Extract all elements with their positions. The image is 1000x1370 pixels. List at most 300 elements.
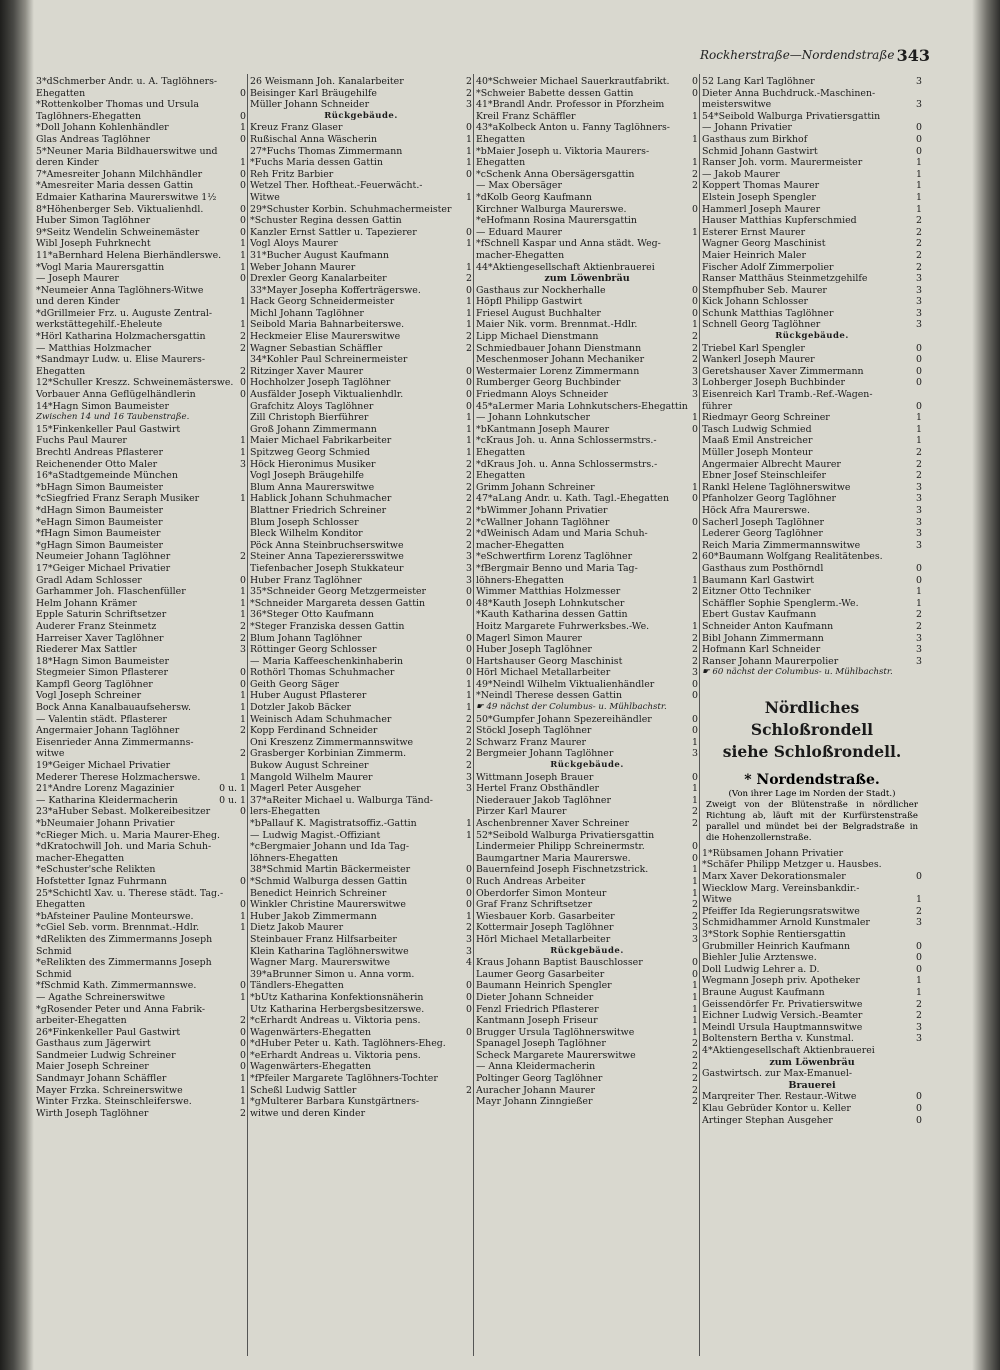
- resident-name: Stempfhuber Seb. Maurer: [702, 284, 827, 296]
- resident-name: arbeiter-Ehegatten: [36, 1015, 127, 1027]
- floor-number: 1: [240, 157, 246, 169]
- resident-entry: [250, 748, 472, 760]
- resident-entry: [250, 146, 472, 158]
- resident-name: *dKraus Joh. u. Anna Schlossermstrs.-: [476, 458, 658, 470]
- resident-entry: [36, 227, 246, 239]
- resident-entry: [250, 505, 472, 517]
- resident-name: *bWimmer Johann Privatier: [476, 504, 608, 516]
- street-subtitle: (Von ihrer Lage im Norden der Stadt.): [728, 788, 896, 799]
- resident-entry: [36, 296, 246, 308]
- resident-name: — Johann Privatier: [702, 122, 792, 134]
- resident-entry: [250, 876, 472, 888]
- resident-name: 7*Amesreiter Johann Milchhändler: [36, 168, 203, 180]
- floor-number: 0: [240, 273, 246, 285]
- floor-number: 0 u. 1: [219, 794, 246, 806]
- resident-entry: [250, 853, 472, 865]
- resident-entry: [702, 238, 922, 250]
- resident-entry: [36, 435, 246, 447]
- resident-entry: [250, 760, 472, 772]
- resident-entry: [36, 331, 246, 343]
- resident-name: Bukow August Schreiner: [250, 760, 369, 772]
- resident-name: *dHagn Simon Baumeister: [36, 504, 164, 516]
- resident-entry: [36, 644, 246, 656]
- floor-number: 0: [692, 423, 698, 435]
- resident-name: Tändlers-Ehegatten: [250, 980, 344, 992]
- resident-name: *Schäfer Philipp Metzger u. Hausbes.: [702, 859, 882, 871]
- floor-number: 0: [466, 365, 472, 377]
- resident-entry: [250, 180, 472, 192]
- resident-entry: [476, 319, 698, 331]
- resident-name: *gRosender Peter und Anna Fabrik-: [36, 1003, 206, 1015]
- resident-entry: [702, 482, 922, 494]
- resident-name: Stegmeier Simon Pflasterer: [36, 667, 168, 679]
- resident-name: Vogl Joseph Schreiner: [36, 690, 142, 702]
- resident-name: Aschenbrenner Xaver Schreiner: [476, 818, 629, 829]
- floor-number: 1: [916, 597, 922, 609]
- resident-entry: [476, 714, 698, 726]
- resident-name: Wirth Joseph Taglöhner: [36, 1107, 149, 1119]
- resident-entry: [476, 122, 698, 134]
- resident-entry: [250, 122, 472, 134]
- resident-entry: [36, 377, 246, 389]
- resident-name: 33*Mayer Josepha Kofferträgerswe.: [250, 284, 421, 296]
- resident-entry: [702, 1091, 922, 1103]
- resident-entry: [250, 1061, 472, 1073]
- resident-name: *Doll Johann Kohlenhändler: [36, 122, 169, 134]
- resident-name: Weber Johann Maurer: [250, 261, 356, 273]
- resident-name: Ehegatten: [36, 365, 86, 377]
- resident-name: Ehegatten: [476, 157, 526, 169]
- resident-entry: [250, 401, 472, 413]
- resident-entry: [36, 795, 246, 807]
- floor-number: 1: [692, 794, 698, 806]
- floor-number: 2: [692, 1084, 698, 1096]
- resident-name: Gasthaus zum Posthörndl: [702, 562, 824, 574]
- resident-entry: [702, 470, 922, 482]
- resident-entry: [476, 157, 698, 169]
- floor-number: 0: [466, 1003, 472, 1015]
- resident-entry: [36, 319, 246, 331]
- floor-number: 1: [692, 991, 698, 1003]
- resident-entry: [36, 447, 246, 459]
- resident-entry: [250, 285, 472, 297]
- resident-name: deren Kinder: [36, 157, 99, 169]
- resident-name: Kreuz Franz Glaser: [250, 122, 343, 134]
- floor-number: 0: [240, 899, 246, 911]
- resident-name: 9*Seitz Wendelin Schweinemäster: [36, 226, 200, 238]
- floor-number: 1: [466, 447, 472, 458]
- floor-number: 2: [240, 748, 246, 760]
- resident-entry: [702, 644, 922, 656]
- resident-name: — Joseph Maurer: [36, 273, 119, 285]
- resident-name: *Schmid Walburga dessen Gattin: [250, 875, 408, 887]
- floor-number: 0: [692, 968, 698, 980]
- resident-entry: [36, 470, 246, 482]
- resident-entry: [702, 204, 922, 216]
- floor-number: 3: [916, 481, 922, 493]
- floor-number: 0: [240, 1026, 246, 1038]
- resident-name: Schnell Georg Taglöhner: [702, 319, 821, 331]
- floor-number: 0: [692, 725, 698, 737]
- floor-number: 3: [916, 516, 922, 528]
- resident-name: Bauernfeind Joseph Fischnetzstrick.: [476, 864, 649, 876]
- resident-entry: [476, 296, 698, 308]
- resident-entry: [702, 505, 922, 517]
- resident-name: Gastwirtsch. zur Max-Emanuel-: [702, 1068, 853, 1080]
- resident-name: Schmidhammer Arnold Kunstmaler: [702, 917, 870, 929]
- floor-number: 2: [466, 528, 472, 540]
- resident-name: Bergmeier Johann Taglöhner: [476, 748, 614, 760]
- floor-number: 1: [240, 249, 246, 261]
- floor-number: 4: [466, 957, 472, 969]
- resident-entry: [36, 517, 246, 529]
- resident-entry: [476, 1073, 698, 1085]
- floor-number: 0: [240, 110, 246, 122]
- resident-name: 11*aBernhard Helena Bierhändlerswe.: [36, 249, 222, 261]
- location-note: [702, 667, 922, 679]
- floor-number: 3: [916, 319, 922, 331]
- resident-entry: [250, 308, 472, 320]
- resident-name: Oberdorfer Simon Monteur: [476, 887, 607, 899]
- floor-number: 1: [692, 875, 698, 887]
- resident-name: Kirchner Walburga Maurerswe.: [476, 203, 627, 215]
- resident-entry: [476, 401, 698, 413]
- resident-entry: [36, 957, 246, 969]
- resident-entry: [476, 551, 698, 563]
- floor-number: 3: [466, 562, 472, 574]
- floor-number: 2: [240, 331, 246, 343]
- resident-entry: [250, 99, 472, 111]
- resident-entry: [702, 1033, 922, 1045]
- resident-name: löhners-Ehegatten: [476, 574, 564, 586]
- resident-entry: [250, 459, 472, 471]
- subheading-text: Rückgebäude.: [550, 760, 624, 771]
- floor-number: 1: [240, 771, 246, 783]
- resident-entry: [702, 1022, 922, 1034]
- resident-name: *cKraus Joh. u. Anna Schlossermstrs.-: [476, 435, 657, 447]
- resident-name: Niederauer Jakob Taglöhner: [476, 794, 611, 806]
- resident-name: 34*Kohler Paul Schreinermeister: [250, 354, 408, 366]
- resident-entry: [702, 656, 922, 668]
- floor-number: 0: [466, 377, 472, 389]
- resident-entry: [36, 563, 246, 575]
- floor-number: 1: [240, 922, 246, 934]
- resident-entry: [476, 528, 698, 540]
- floor-number: 0: [240, 133, 246, 145]
- resident-entry: [250, 656, 472, 668]
- resident-name: 44*Aktiengesellschaft Aktienbrauerei: [476, 261, 655, 273]
- resident-entry: [250, 227, 472, 239]
- resident-entry: [476, 772, 698, 784]
- resident-name: Wankerl Joseph Maurer: [702, 354, 815, 366]
- resident-entry: [36, 737, 246, 749]
- resident-name: und deren Kinder: [36, 296, 120, 308]
- resident-name: Weinisch Adam Schuhmacher: [250, 713, 392, 725]
- resident-name: Reh Fritz Barbier: [250, 168, 334, 180]
- floor-number: 1: [916, 975, 922, 987]
- resident-name: Hablick Johann Schuhmacher: [250, 493, 392, 505]
- resident-entry: [250, 215, 472, 227]
- resident-name: macher-Ehegatten: [476, 249, 565, 261]
- floor-number: 1: [692, 110, 698, 122]
- resident-entry: [476, 1050, 698, 1062]
- floor-number: 2: [916, 470, 922, 482]
- floor-number: 1: [240, 586, 246, 598]
- resident-entry: [702, 633, 922, 645]
- floor-number: 1: [466, 261, 472, 273]
- floor-number: 2: [916, 458, 922, 470]
- resident-entry: [36, 528, 246, 540]
- resident-entry: [36, 1096, 246, 1108]
- floor-number: 3: [692, 667, 698, 679]
- resident-entry: [476, 482, 698, 494]
- resident-name: Bock Anna Kanalbauaufsehersw.: [36, 702, 191, 714]
- resident-entry: [36, 99, 246, 111]
- resident-name: Benedict Heinrich Schreiner: [250, 887, 387, 899]
- resident-name: Pfeiffer Ida Regierungsratswitwe: [702, 905, 860, 917]
- floor-number: 0: [692, 852, 698, 864]
- resident-entry: [36, 493, 246, 505]
- resident-entry: [250, 1015, 472, 1027]
- floor-number: 2: [466, 273, 472, 285]
- resident-name: Rumberger Georg Buchbinder: [476, 377, 621, 389]
- resident-name: — Katharina Kleidermacherin: [36, 794, 178, 806]
- resident-entry: [476, 99, 698, 111]
- resident-name: 8*Höhenberger Seb. Viktualienhdl.: [36, 203, 204, 215]
- resident-entry: [702, 952, 922, 964]
- resident-entry: [250, 250, 472, 262]
- floor-number: 0: [916, 952, 922, 964]
- column-divider: [699, 74, 700, 1356]
- resident-entry: [36, 772, 246, 784]
- floor-number: 0: [692, 87, 698, 99]
- floor-number: 2: [692, 1061, 698, 1073]
- resident-name: Kick Johann Schlosser: [702, 296, 809, 308]
- floor-number: 1: [916, 987, 922, 998]
- floor-number: 1: [240, 690, 246, 702]
- resident-name: Wagner Georg Maschinist: [702, 238, 826, 250]
- resident-name: Mederer Therese Holzmacherswe.: [36, 771, 201, 783]
- resident-entry: [476, 667, 698, 679]
- resident-entry: [702, 575, 922, 587]
- resident-entry: [250, 1004, 472, 1016]
- resident-name: Geissendörfer Fr. Privatierswitwe: [702, 998, 863, 1010]
- floor-number: 2: [466, 342, 472, 354]
- resident-entry: [476, 586, 698, 598]
- resident-entry: [702, 146, 922, 158]
- resident-name: Huber Joseph Taglöhner: [476, 644, 592, 656]
- resident-name: Schäffler Sophie Spenglerm.-We.: [702, 597, 859, 609]
- resident-entry: [36, 864, 246, 876]
- resident-name: Ehegatten: [36, 899, 86, 911]
- floor-number: 1: [466, 435, 472, 447]
- floor-number: 1: [692, 736, 698, 748]
- resident-entry: [250, 470, 472, 482]
- floor-number: 3: [916, 655, 922, 667]
- resident-entry: [36, 354, 246, 366]
- resident-entry: [36, 366, 246, 378]
- resident-name: 39*aBrunner Simon u. Anna vorm.: [250, 968, 415, 980]
- resident-name: *bUtz Katharina Konfektionsnäherin: [250, 991, 424, 1003]
- floor-number: 1: [240, 910, 246, 922]
- resident-entry: [476, 806, 698, 818]
- resident-name: Wibl Joseph Fuhrknecht: [36, 238, 151, 250]
- resident-entry: [476, 934, 698, 946]
- resident-entry: [702, 987, 922, 999]
- resident-name: Maier Joseph Schreiner: [36, 1061, 149, 1073]
- resident-name: Biehler Julie Arztenswe.: [702, 952, 817, 964]
- resident-entry: [476, 377, 698, 389]
- resident-entry: [702, 540, 922, 552]
- resident-entry: [476, 180, 698, 192]
- floor-number: 1: [916, 191, 922, 203]
- floor-number: 1: [916, 894, 922, 906]
- resident-entry: [250, 343, 472, 355]
- resident-entry: [476, 493, 698, 505]
- floor-number: 1: [466, 191, 472, 203]
- floor-number: 0: [916, 562, 922, 574]
- resident-entry: [36, 667, 246, 679]
- floor-number: 2: [692, 354, 698, 366]
- resident-name: Angermaier Albrecht Maurer: [702, 458, 841, 470]
- floor-number: 1: [240, 319, 246, 331]
- resident-entry: [476, 911, 698, 923]
- resident-entry: [476, 690, 698, 702]
- floor-number: 0: [466, 875, 472, 887]
- resident-name: Kampfl Georg Taglöhner: [36, 678, 153, 690]
- location-note: [36, 412, 246, 424]
- resident-name: 27*Fuchs Thomas Zimmermann: [250, 145, 403, 157]
- resident-name: *eRelikten des Zimmermanns Joseph: [36, 957, 212, 969]
- resident-name: *bNeumaier Johann Privatier: [36, 818, 175, 829]
- floor-number: 0: [466, 586, 472, 598]
- resident-entry: [250, 1108, 472, 1120]
- street-title: * Nordendstraße.: [744, 771, 880, 788]
- floor-number: 0: [692, 516, 698, 528]
- resident-name: 12*Schuller Kreszz. Schweinemästerswe.: [36, 377, 234, 389]
- floor-number: 0: [692, 203, 698, 215]
- resident-name: Epple Saturin Schriftsetzer: [36, 609, 167, 621]
- floor-number: 2: [466, 922, 472, 934]
- floor-number: 0: [240, 168, 246, 180]
- resident-name: Magerl Simon Maurer: [476, 632, 582, 644]
- floor-number: 1: [692, 412, 698, 424]
- resident-name: 4*Aktiengesellschaft Aktienbrauerei: [702, 1044, 875, 1056]
- entry-continuation: [702, 1057, 922, 1069]
- floor-number: 1: [692, 226, 698, 238]
- resident-entry: [250, 899, 472, 911]
- resident-name: Blum Anna Maurerswitwe: [250, 481, 375, 493]
- floor-number: 2: [916, 447, 922, 458]
- resident-name: Vorbauer Anna Geflügelhändlerin: [36, 389, 196, 401]
- resident-name: 5*Neuner Maria Bildhauerswitwe und: [36, 145, 218, 157]
- resident-name: Ehegatten: [476, 470, 526, 482]
- resident-name: *eErhardt Andreas u. Viktoria pens.: [250, 1049, 421, 1061]
- resident-name: Reichenender Otto Maler: [36, 458, 158, 470]
- resident-entry: [36, 899, 246, 911]
- floor-number: 0: [466, 597, 472, 609]
- resident-name: Eichner Ludwig Versich.-Beamter: [702, 1010, 863, 1022]
- resident-name: Wagner Sebastian Schäffler: [250, 342, 383, 354]
- resident-name: Sandmayr Johann Schäffler: [36, 1073, 167, 1085]
- resident-name: Westermaier Lorenz Zimmermann: [476, 365, 640, 377]
- resident-name: *dWeinisch Adam und Maria Schuh-: [476, 528, 648, 540]
- resident-entry: [476, 412, 698, 424]
- note-text: ☛ 60 nächst der Columbus- u. Mühlbachstr.: [702, 667, 893, 678]
- resident-entry: [702, 964, 922, 976]
- floor-number: 0: [240, 875, 246, 887]
- resident-name: *Amesreiter Maria dessen Gattin: [36, 180, 194, 192]
- resident-name: Hertel Franz Obsthändler: [476, 783, 599, 795]
- floor-number: 1: [692, 133, 698, 145]
- resident-name: Scheck Margarete Maurerswitwe: [476, 1049, 636, 1061]
- resident-name: Wagenwärters-Ehegatten: [250, 1061, 372, 1073]
- floor-number: 2: [466, 539, 472, 551]
- resident-name: 19*Geiger Michael Privatier: [36, 760, 171, 772]
- resident-name: — Anna Kleidermacherin: [476, 1061, 596, 1073]
- resident-name: Grimm Johann Schreiner: [476, 481, 595, 493]
- resident-name: Lipp Michael Dienstmann: [476, 331, 599, 343]
- column-1: [36, 76, 246, 1356]
- resident-entry: [250, 702, 472, 714]
- resident-entry: [250, 1096, 472, 1108]
- floor-number: 0: [466, 667, 472, 679]
- resident-entry: [476, 517, 698, 529]
- resident-name: Blum Joseph Schlosser: [250, 516, 359, 528]
- resident-name: Fenzl Friedrich Pflasterer: [476, 1003, 599, 1015]
- floor-number: 2: [692, 910, 698, 922]
- resident-entry: [250, 389, 472, 401]
- resident-entry: [36, 633, 246, 645]
- floor-number: 0: [466, 389, 472, 401]
- resident-name: *Vogl Maria Maurersgattin: [36, 261, 165, 273]
- floor-number: 1: [916, 412, 922, 424]
- floor-number: 2: [466, 736, 472, 748]
- resident-name: Geith Georg Säger: [250, 678, 340, 690]
- resident-entry: [36, 134, 246, 146]
- floor-number: 1: [466, 818, 472, 829]
- resident-entry: [476, 192, 698, 204]
- floor-number: 2: [916, 620, 922, 632]
- floor-number: 0: [916, 940, 922, 952]
- resident-entry: [476, 656, 698, 668]
- floor-number: 2: [916, 998, 922, 1010]
- resident-name: *Neumeier Anna Taglöhners-Witwe: [36, 284, 204, 296]
- resident-name: Hofstetter Ignaz Fuhrmann: [36, 875, 167, 887]
- floor-number: 3: [466, 551, 472, 563]
- floor-number: 3: [466, 574, 472, 586]
- resident-entry: [476, 888, 698, 900]
- floor-number: 3: [692, 365, 698, 377]
- resident-name: Glas Andreas Taglöhner: [36, 133, 150, 145]
- floor-number: 0: [466, 168, 472, 180]
- resident-name: 35*Schneider Georg Metzgermeister: [250, 586, 426, 598]
- resident-name: Schmid: [36, 968, 72, 980]
- floor-number: 1: [240, 991, 246, 1003]
- resident-name: Sandmeier Ludwig Schreiner: [36, 1049, 176, 1061]
- resident-name: Hauser Matthias Kupferschmied: [702, 215, 857, 227]
- resident-name: *dRelikten des Zimmermanns Joseph: [36, 933, 213, 945]
- resident-entry: [250, 888, 472, 900]
- resident-name: 48*Kauth Joseph Lohnkutscher: [476, 597, 625, 609]
- resident-name: Reich Maria Zimmermannswitwe: [702, 539, 861, 551]
- resident-name: — Eduard Maurer: [476, 226, 563, 238]
- resident-entry: [250, 586, 472, 598]
- floor-number: 0: [466, 644, 472, 656]
- resident-entry: [36, 853, 246, 865]
- resident-name: Scheßl Ludwig Sattler: [250, 1084, 357, 1096]
- resident-entry: [476, 354, 698, 366]
